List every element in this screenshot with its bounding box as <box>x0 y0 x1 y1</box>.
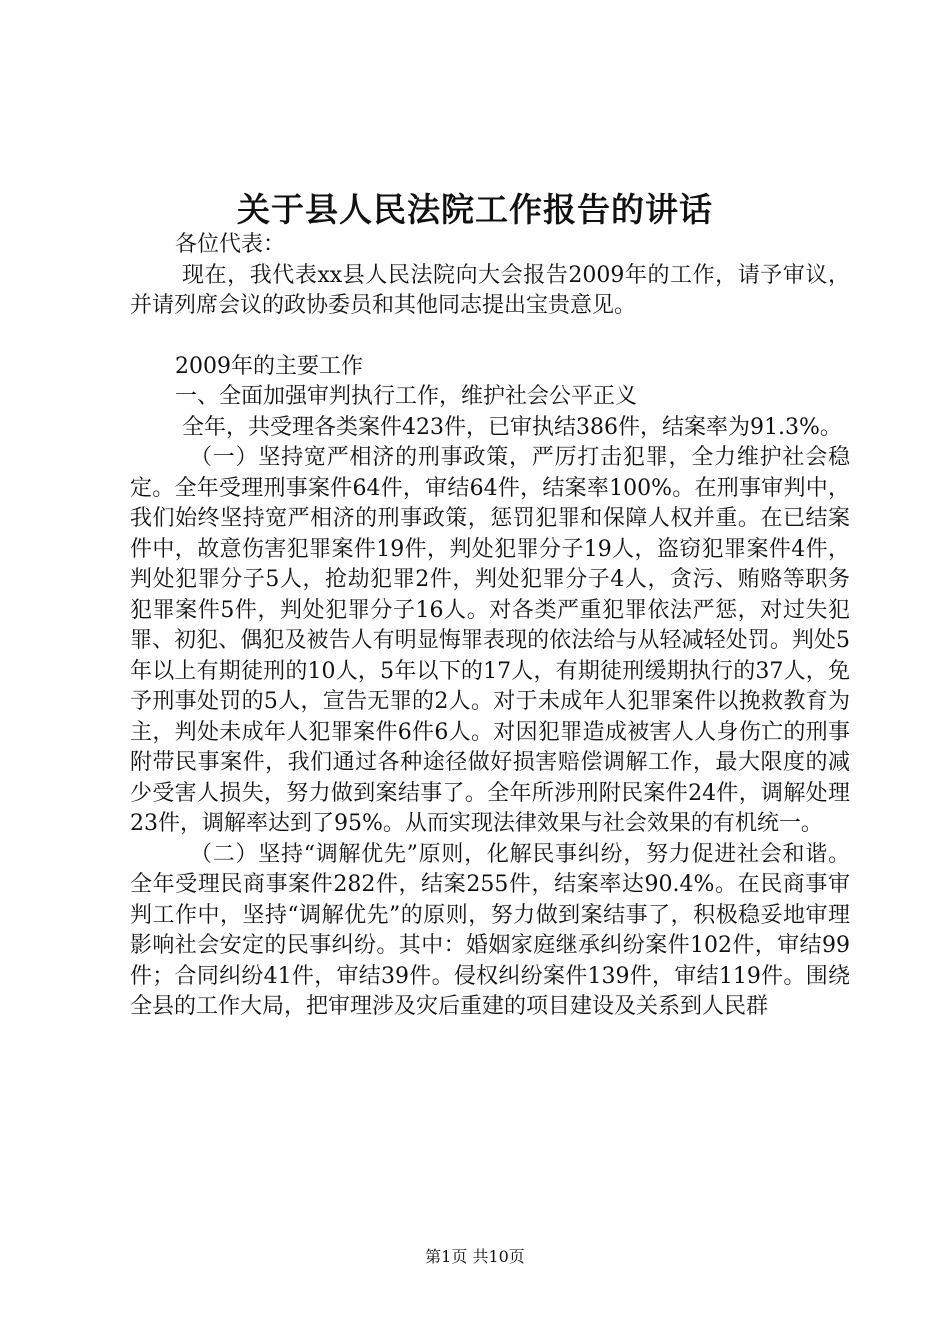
section-heading: 2009年的主要工作 <box>175 353 363 379</box>
document-body <box>130 230 850 1023</box>
greeting: 各位代表： <box>175 232 286 257</box>
intro-paragraph: 现在，我代表xx县人民法院向大会报告2009年的工作，请予审议，并请列席会议的政协委员和其他同志提出宝贵意见。 <box>130 262 850 318</box>
civil-paragraph: （二）坚持“调解优先”原则，化解民事纠纷，努力促进社会和谐。全年受理民商事案件282件，结案255件，结案率达90.4%。在民商事审判工作中，坚持“调解优先”的原则，努力做到案结事了，积极稳妥地审理影响社会安定的民事纠纷。其中：婚姻家庭继承纠纷案件102件，审结99件；合同纠纷41件，审结39件。侵权纠纷案件139件，审结119件。围绕全县的工作大局，把审理涉及灾后重建的项目建设及关系到人民群 <box>130 841 850 1019</box>
summary-paragraph: 全年，共受理各类案件423件，已审执结386件，结案率为91.3%。 <box>182 414 842 440</box>
document-title: 关于县人民法院工作报告的讲话 <box>237 190 713 229</box>
page-footer: 第1页 共10页 <box>425 1247 525 1266</box>
criminal-paragraph: （一）坚持宽严相济的刑事政策，严厉打击犯罪，全力维护社会稳定。全年受理刑事案件64件，审结64件，结案率100%。在刑事审判中，我们始终坚持宽严相济的刑事政策，惩罚犯罪和保障人权并重。在已结案件中，故意伤害犯罪案件19件，判处犯罪分子19人，盗窃犯罪案件4件，判处犯罪分子5人，抢劫犯罪2件，判处犯罪分子4人，贪污、贿赂等职务犯罪案件5件，判处犯罪分子16人。对各类严重犯罪依法严惩，对过失犯罪、初犯、偶犯及被告人有明显悔罪表现的依法给与从轻减轻处罚。判处5年以上有期徒刑的10人，5年以下的17人，有期徒刑缓期执行的37人，免予刑事处罚的5人，宣告无罪的2人。对于未成年人犯罪案件以挽救教育为主，判处未成年人犯罪案件6件6人。对因犯罪造成被害人人身伤亡的刑事附带民事案件，我们通过各种途径做好损害赔偿调解工作，最大限度的减少受害人损失，努力做到案结事了。全年所涉刑附民案件24件，调解处理23件，调解率达到了95%。从而实现法律效果与社会效果的有机统一。 <box>130 445 850 836</box>
paragraph-gap <box>130 322 850 352</box>
subsection-heading: 一、全面加强审判执行工作，维护社会公平正义 <box>175 384 638 409</box>
